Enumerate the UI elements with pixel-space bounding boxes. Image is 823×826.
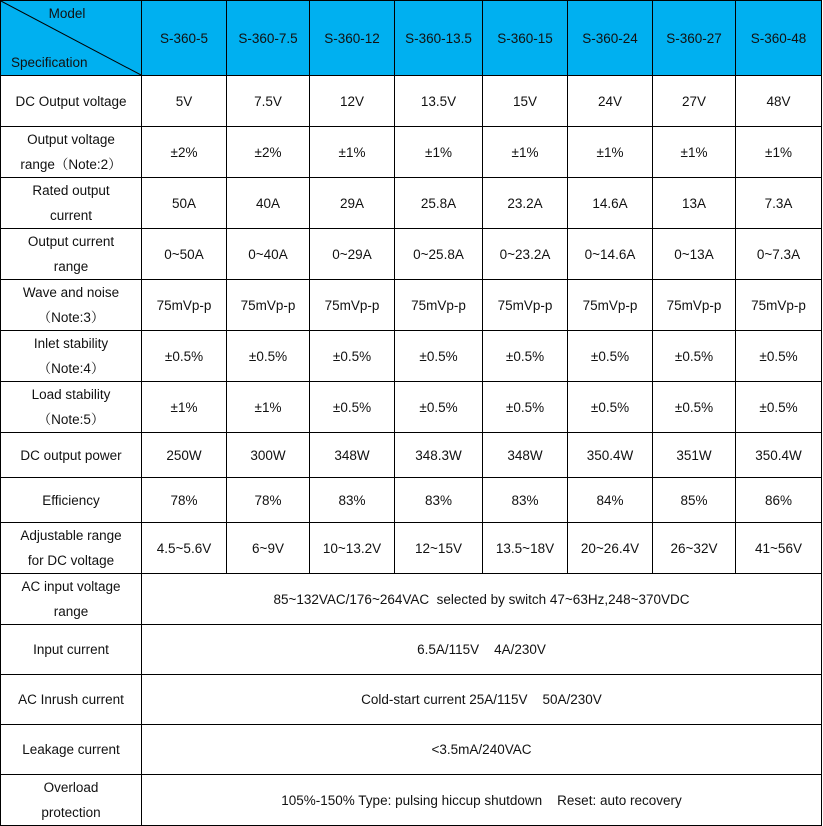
row-label <box>1 382 142 433</box>
value-cell: ±0.5% <box>736 331 822 382</box>
value-cell: ±1% <box>142 382 227 433</box>
value-cell: 300W <box>227 433 310 478</box>
table-row <box>1 229 822 280</box>
table-row <box>1 725 822 775</box>
value-cell: 0~13A <box>653 229 736 280</box>
value-cell: 13.5~18V <box>483 523 568 574</box>
row-label <box>1 229 142 280</box>
row-label-line: for DC voltage <box>27 553 115 568</box>
row-label <box>1 675 142 725</box>
row-label-line: Wave and noise <box>22 285 120 300</box>
value-cell: 75mVp-p <box>568 280 653 331</box>
table-row <box>1 76 822 127</box>
value-cell: 20~26.4V <box>568 523 653 574</box>
value-cell: ±0.5% <box>483 382 568 433</box>
value-cell: 83% <box>395 478 483 523</box>
row-label-line: Load stability <box>31 387 111 402</box>
value-cell: 250W <box>142 433 227 478</box>
value-cell: ±0.5% <box>653 331 736 382</box>
span-value-cell: <3.5mA/240VAC <box>142 725 822 775</box>
value-cell: 41~56V <box>736 523 822 574</box>
row-label-line: Output current <box>27 234 115 249</box>
model-header: S-360-48 <box>736 1 822 76</box>
value-cell: 40A <box>227 178 310 229</box>
value-cell: 75mVp-p <box>736 280 822 331</box>
value-cell: 13A <box>653 178 736 229</box>
row-label <box>1 433 142 478</box>
value-cell: 5V <box>142 76 227 127</box>
value-cell: 4.5~5.6V <box>142 523 227 574</box>
row-label-line: range <box>53 604 89 619</box>
row-label-line: Inlet stability <box>33 336 109 351</box>
value-cell: 7.3A <box>736 178 822 229</box>
value-cell: ±1% <box>568 127 653 178</box>
value-cell: 15V <box>483 76 568 127</box>
model-header: S-360-5 <box>142 1 227 76</box>
row-label-line: AC Inrush current <box>18 692 124 707</box>
value-cell: 0~7.3A <box>736 229 822 280</box>
value-cell: 0~14.6A <box>568 229 653 280</box>
row-label <box>1 725 142 775</box>
value-cell: ±0.5% <box>568 382 653 433</box>
table-row <box>1 625 822 675</box>
value-cell: 29A <box>310 178 395 229</box>
span-value-cell: 105%-150% Type: pulsing hiccup shutdown Reset: auto recovery <box>142 775 822 826</box>
table-row <box>1 280 822 331</box>
row-label <box>1 331 142 382</box>
value-cell: ±1% <box>736 127 822 178</box>
table-row <box>1 478 822 523</box>
row-label <box>1 280 142 331</box>
header-row <box>1 1 822 76</box>
row-label <box>1 178 142 229</box>
value-cell: 75mVp-p <box>653 280 736 331</box>
value-cell: 350.4W <box>568 433 653 478</box>
value-cell: 26~32V <box>653 523 736 574</box>
value-cell: ±0.5% <box>483 331 568 382</box>
value-cell: 12V <box>310 76 395 127</box>
row-label-line: （Note:3） <box>37 310 105 325</box>
value-cell: ±2% <box>227 127 310 178</box>
value-cell: ±0.5% <box>395 382 483 433</box>
value-cell: 78% <box>142 478 227 523</box>
value-cell: 348W <box>310 433 395 478</box>
span-value-cell: 6.5A/115V 4A/230V <box>142 625 822 675</box>
value-cell: ±0.5% <box>568 331 653 382</box>
row-label <box>1 76 142 127</box>
model-header: S-360-7.5 <box>227 1 310 76</box>
value-cell: 0~40A <box>227 229 310 280</box>
row-label-line: Output voltage <box>27 132 115 147</box>
value-cell: 84% <box>568 478 653 523</box>
value-cell: 48V <box>736 76 822 127</box>
table-row <box>1 382 822 433</box>
row-label <box>1 775 142 826</box>
value-cell: 0~29A <box>310 229 395 280</box>
value-cell: 0~23.2A <box>483 229 568 280</box>
value-cell: ±1% <box>227 382 310 433</box>
row-label-line: （Note:5） <box>37 412 105 427</box>
spec-body <box>1 76 822 826</box>
row-label <box>1 478 142 523</box>
row-label-line: Overload <box>43 780 99 795</box>
row-label-line: range <box>53 259 89 274</box>
model-header: S-360-24 <box>568 1 653 76</box>
table-row <box>1 523 822 574</box>
value-cell: 85% <box>653 478 736 523</box>
value-cell: ±0.5% <box>227 331 310 382</box>
value-cell: 7.5V <box>227 76 310 127</box>
row-label-line: Rated output <box>32 183 110 198</box>
value-cell: 78% <box>227 478 310 523</box>
value-cell: ±0.5% <box>736 382 822 433</box>
table-row <box>1 433 822 478</box>
value-cell: 351W <box>653 433 736 478</box>
row-label-line: range（Note:2） <box>20 157 122 172</box>
row-label <box>1 625 142 675</box>
row-label-line: DC output power <box>20 447 122 463</box>
value-cell: 25.8A <box>395 178 483 229</box>
model-header: S-360-15 <box>483 1 568 76</box>
table-row <box>1 178 822 229</box>
header-corner-cell <box>1 1 142 76</box>
value-cell: ±0.5% <box>142 331 227 382</box>
value-cell: ±2% <box>142 127 227 178</box>
value-cell: ±1% <box>483 127 568 178</box>
value-cell: 0~25.8A <box>395 229 483 280</box>
value-cell: 75mVp-p <box>310 280 395 331</box>
value-cell: ±0.5% <box>310 331 395 382</box>
table-row <box>1 331 822 382</box>
value-cell: 350.4W <box>736 433 822 478</box>
value-cell: ±0.5% <box>310 382 395 433</box>
value-cell: 83% <box>310 478 395 523</box>
table-row <box>1 127 822 178</box>
row-label-line: Input current <box>33 642 109 657</box>
row-label-line: protection <box>41 805 101 820</box>
value-cell: 12~15V <box>395 523 483 574</box>
row-label-line: current <box>49 208 93 223</box>
span-value-cell: 85~132VAC/176~264VAC selected by switch 47~63Hz,248~370VDC <box>142 574 822 625</box>
row-label-line: Leakage current <box>22 742 120 757</box>
model-header: S-360-12 <box>310 1 395 76</box>
model-header: S-360-13.5 <box>395 1 483 76</box>
value-cell: 348W <box>483 433 568 478</box>
value-cell: 27V <box>653 76 736 127</box>
value-cell: 83% <box>483 478 568 523</box>
value-cell: 10~13.2V <box>310 523 395 574</box>
value-cell: 23.2A <box>483 178 568 229</box>
value-cell: 348.3W <box>395 433 483 478</box>
table-row <box>1 675 822 725</box>
value-cell: 6~9V <box>227 523 310 574</box>
row-label-line: Adjustable range <box>20 528 122 543</box>
table-row <box>1 574 822 625</box>
value-cell: 50A <box>142 178 227 229</box>
value-cell: 24V <box>568 76 653 127</box>
value-cell: ±1% <box>310 127 395 178</box>
value-cell: 14.6A <box>568 178 653 229</box>
value-cell: ±1% <box>653 127 736 178</box>
row-label <box>1 523 142 574</box>
table-row <box>1 775 822 826</box>
value-cell: ±1% <box>395 127 483 178</box>
row-label-line: Efficiency <box>42 492 100 508</box>
specification-label: Specification <box>11 55 88 70</box>
value-cell: 13.5V <box>395 76 483 127</box>
value-cell: 75mVp-p <box>395 280 483 331</box>
model-label: Model <box>48 6 86 21</box>
model-header: S-360-27 <box>653 1 736 76</box>
row-label-line: AC input voltage <box>21 579 121 594</box>
row-label-line: （Note:4） <box>37 361 105 376</box>
row-label-line: DC Output voltage <box>15 93 127 109</box>
row-label <box>1 127 142 178</box>
value-cell: 75mVp-p <box>483 280 568 331</box>
value-cell: 75mVp-p <box>142 280 227 331</box>
value-cell: 86% <box>736 478 822 523</box>
span-value-cell: Cold-start current 25A/115V 50A/230V <box>142 675 822 725</box>
row-label <box>1 574 142 625</box>
value-cell: ±0.5% <box>653 382 736 433</box>
value-cell: ±0.5% <box>395 331 483 382</box>
value-cell: 75mVp-p <box>227 280 310 331</box>
value-cell: 0~50A <box>142 229 227 280</box>
